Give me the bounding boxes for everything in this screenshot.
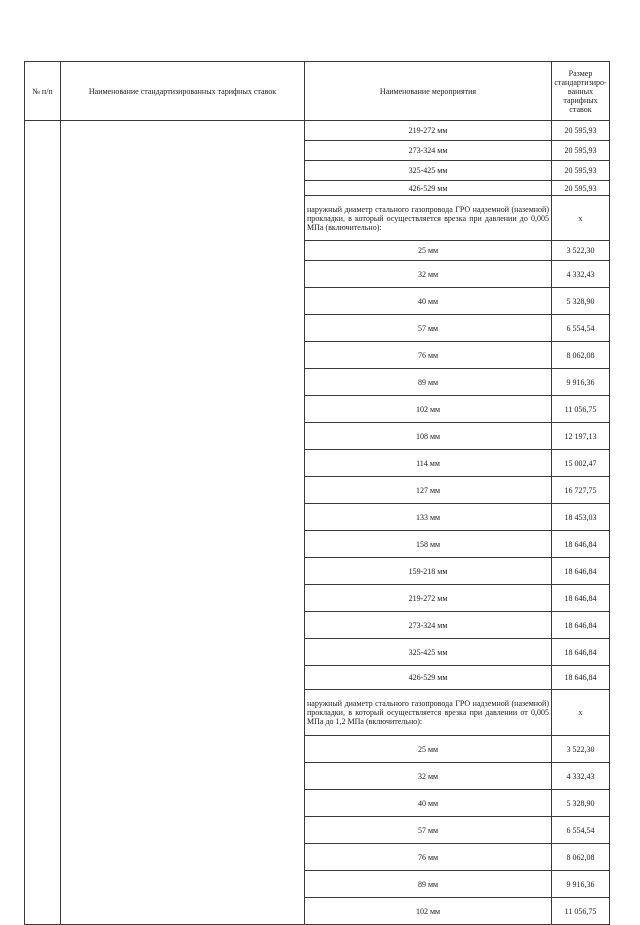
tariff-table — [24, 61, 610, 925]
measure-size: 57 мм — [305, 315, 552, 342]
tariff-value: x — [552, 196, 610, 241]
tariff-value: 18 453,03 — [552, 504, 610, 531]
measure-description: наружный диаметр стального газопровода ГРО надземной (наземной) прокладки, в который осуществляется врезка при давлении до 0,005 МПа (включительно): — [305, 196, 552, 241]
measure-size: 32 мм — [305, 261, 552, 288]
tariff-value: 18 646,84 — [552, 612, 610, 639]
tariff-value: 16 727,75 — [552, 477, 610, 504]
measure-size: 25 мм — [305, 241, 552, 261]
tariff-value: 5 328,90 — [552, 790, 610, 817]
tariff-value: 20 595,93 — [552, 121, 610, 141]
tariff-value: 4 332,43 — [552, 261, 610, 288]
tariff-value: x — [552, 690, 610, 736]
tariff-value: 18 646,84 — [552, 666, 610, 690]
table-body — [25, 121, 610, 925]
measure-size: 76 мм — [305, 342, 552, 369]
tariff-value: 15 002,47 — [552, 450, 610, 477]
tariff-value: 6 554,54 — [552, 315, 610, 342]
measure-size: 102 мм — [305, 898, 552, 925]
tariff-value: 3 522,30 — [552, 736, 610, 763]
measure-size: 32 мм — [305, 763, 552, 790]
tariff-value: 9 916,36 — [552, 871, 610, 898]
measure-size: 108 мм — [305, 423, 552, 450]
measure-size: 219-272 мм — [305, 585, 552, 612]
tariff-value: 11 056,75 — [552, 898, 610, 925]
measure-size: 325-425 мм — [305, 639, 552, 666]
tariff-value: 8 062,08 — [552, 342, 610, 369]
measure-size: 426-529 мм — [305, 181, 552, 196]
measure-size: 426-529 мм — [305, 666, 552, 690]
header-num: № п/п — [25, 62, 61, 121]
measure-size: 57 мм — [305, 817, 552, 844]
measure-size: 25 мм — [305, 736, 552, 763]
measure-description: наружный диаметр стального газопровода ГРО надземной (наземной) прокладки, в который осуществляется врезка при давлении от 0,005 МПа до 1,2 МПа (включительно): — [305, 690, 552, 736]
tariff-value: 9 916,36 — [552, 369, 610, 396]
header-measure: Наименование мероприятия — [305, 62, 552, 121]
measure-size: 159-218 мм — [305, 558, 552, 585]
tariff-value: 18 646,84 — [552, 639, 610, 666]
tariff-value: 12 197,13 — [552, 423, 610, 450]
measure-size: 133 мм — [305, 504, 552, 531]
tariff-value: 18 646,84 — [552, 585, 610, 612]
num-cell — [25, 121, 61, 925]
tariff-value: 20 595,93 — [552, 161, 610, 181]
tariff-value: 4 332,43 — [552, 763, 610, 790]
measure-size: 158 мм — [305, 531, 552, 558]
tariff-value: 20 595,93 — [552, 181, 610, 196]
tariff-value: 11 056,75 — [552, 396, 610, 423]
measure-size: 40 мм — [305, 288, 552, 315]
tariff-value: 20 595,93 — [552, 141, 610, 161]
table-row — [25, 121, 610, 141]
tariff-value: 5 328,90 — [552, 288, 610, 315]
measure-size: 114 мм — [305, 450, 552, 477]
measure-size: 273-324 мм — [305, 612, 552, 639]
measure-size: 89 мм — [305, 369, 552, 396]
table-header-row — [25, 62, 610, 121]
measure-size: 219-272 мм — [305, 121, 552, 141]
measure-size: 40 мм — [305, 790, 552, 817]
tariff-value: 8 062,08 — [552, 844, 610, 871]
measure-size: 273-324 мм — [305, 141, 552, 161]
measure-size: 76 мм — [305, 844, 552, 871]
measure-size: 89 мм — [305, 871, 552, 898]
header-name: Наименование стандартизированных тарифных ставок — [61, 62, 305, 121]
header-value: Размер стандартизиро-ванных тарифных ставок — [552, 62, 610, 121]
tariff-value: 18 646,84 — [552, 531, 610, 558]
measure-size: 325-425 мм — [305, 161, 552, 181]
tariff-value: 18 646,84 — [552, 558, 610, 585]
measure-size: 102 мм — [305, 396, 552, 423]
name-cell — [61, 121, 305, 925]
tariff-value: 3 522,30 — [552, 241, 610, 261]
tariff-value: 6 554,54 — [552, 817, 610, 844]
measure-size: 127 мм — [305, 477, 552, 504]
